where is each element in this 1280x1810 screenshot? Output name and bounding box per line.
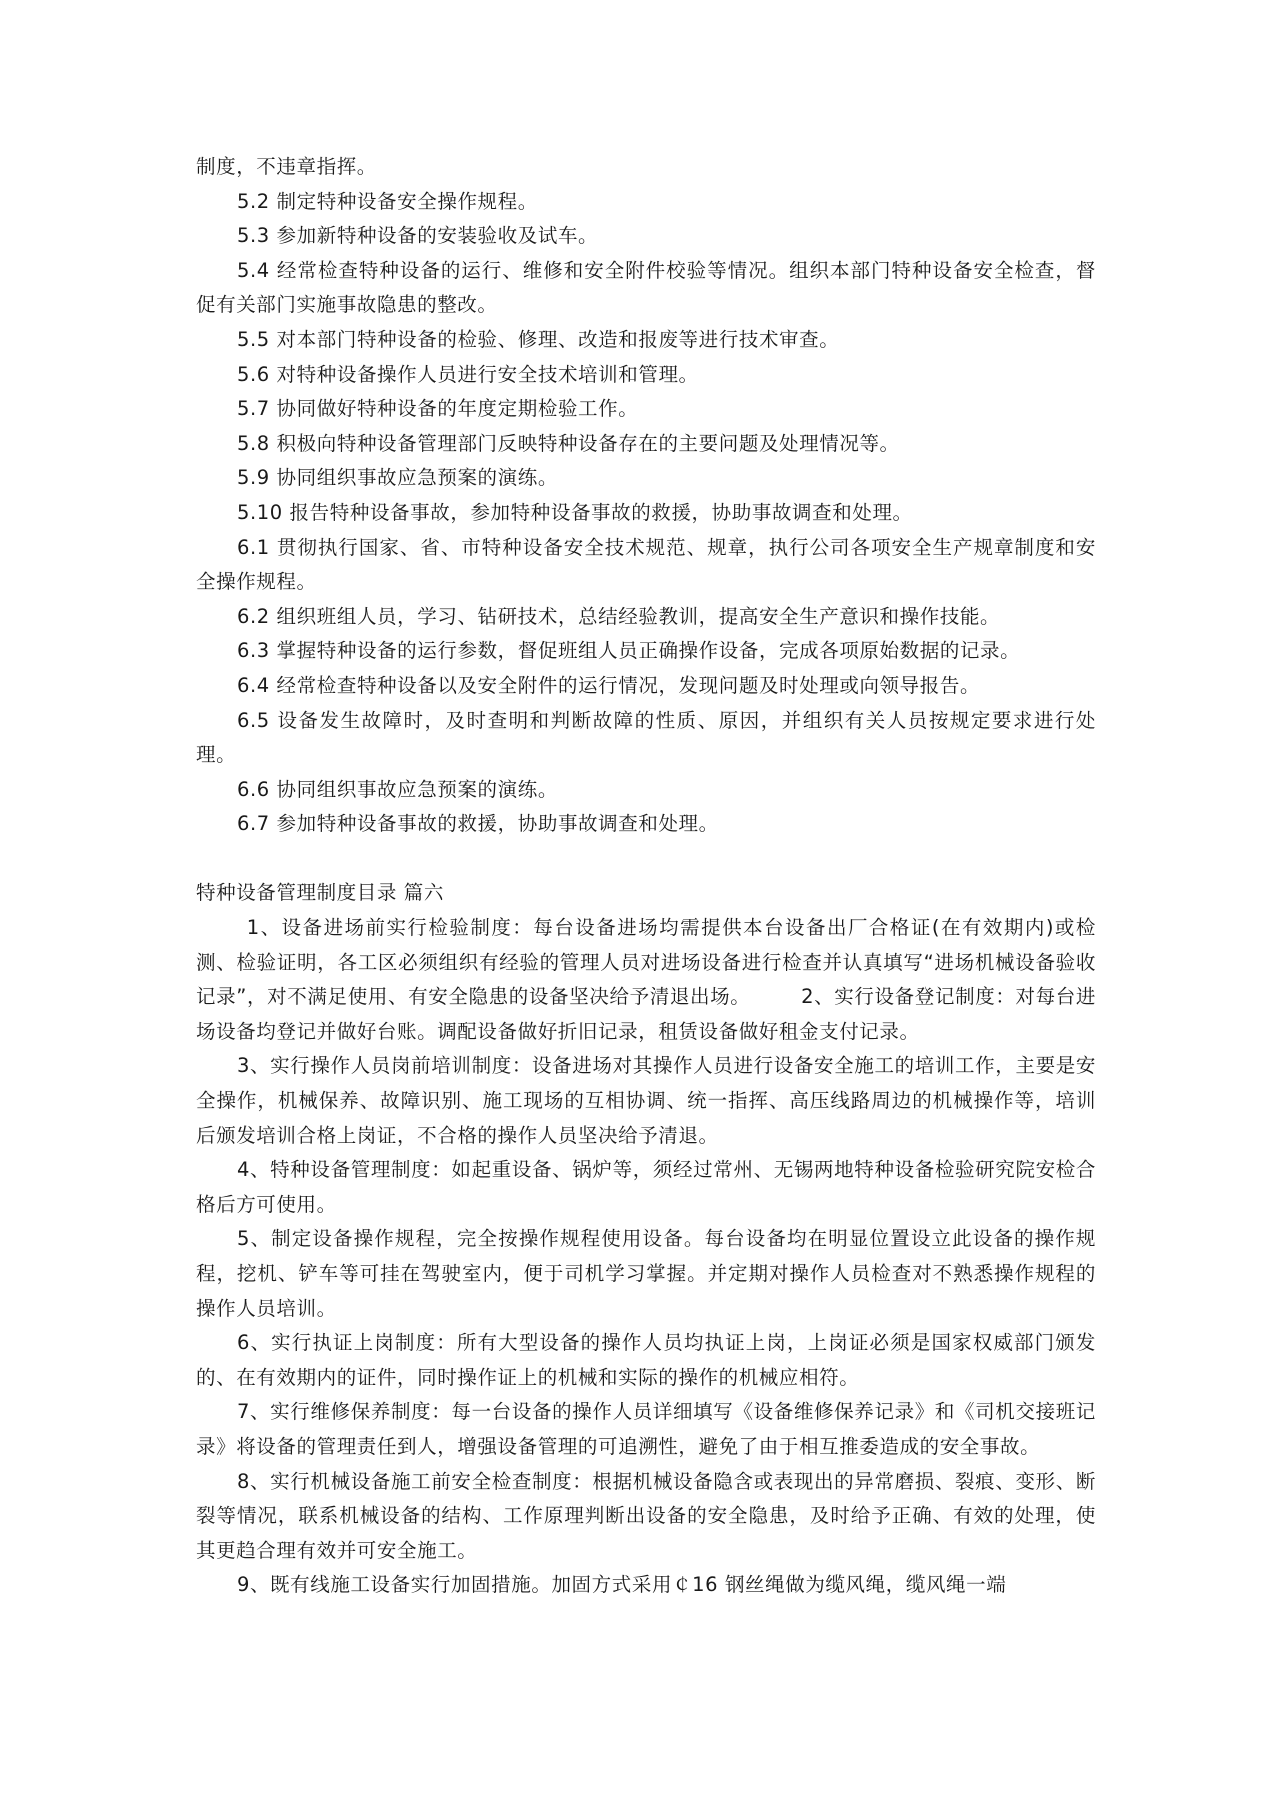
- part6-paragraph-7: 7、实行维修保养制度：每一台设备的操作人员详细填写《设备维修保养记录》和《司机交接班记录》将设备的管理责任到人，增强设备管理的可追溯性，避免了由于相互推委造成的安全事故。: [196, 1400, 1096, 1458]
- section6-item-6-5: 6.5 设备发生故障时，及时查明和判断故障的性质、原因，并组织有关人员按规定要求进行处理。: [196, 708, 1096, 767]
- part6-paragraph-5: 5、制定设备操作规程，完全按操作规程使用设备。每台设备均在明显位置设立此设备的操作规程，挖机、铲车等可挂在驾驶室内，便于司机学习掌握。并定期对操作人员检查对不熟悉操作规程的操作人员培训。: [196, 1227, 1096, 1320]
- section6-item-6-6: 6.6 协同组织事故应急预案的演练。: [236, 777, 558, 801]
- part6-paragraph-8: 8、实行机械设备施工前安全检查制度：根据机械设备隐含或表现出的异常磨损、裂痕、变形、断裂等情况，联系机械设备的结构、工作原理判断出设备的安全隐患，及时给予正确、有效的处理，使其更趋合理有效并可安全施工。: [196, 1469, 1096, 1562]
- section6-item-6-2: 6.2 组织班组人员，学习、钻研技术，总结经验教训，提高安全生产意识和操作技能。: [236, 604, 1001, 628]
- part6-paragraph-1-2: 1、设备进场前实行检验制度：每台设备进场均需提供本台设备出厂合格证(在有效期内)或检测、检验证明，各工区必须组织有经验的管理人员对进场设备进行检查并认真填写“进场机械设备验收记录”，对不满足使用、有安全隐患的设备坚决给予清退出场。 2、实行设备登记制度：对每台进场设备均登记并做好台账。调配设备做好折旧记录，租赁设备做好租金支付记录。: [196, 916, 1096, 1043]
- section6-item-6-7: 6.7 参加特种设备事故的救援，协助事故调查和处理。: [236, 812, 719, 836]
- section6-item-6-4: 6.4 经常检查特种设备以及安全附件的运行情况，发现问题及时处理或向领导报告。: [236, 673, 981, 697]
- section5-item-5-3: 5.3 参加新特种设备的安装验收及试车。: [236, 224, 599, 248]
- part6-paragraph-3: 3、实行操作人员岗前培训制度：设备进场对其操作人员进行设备安全施工的培训工作，主要是安全操作，机械保养、故障识别、施工现场的互相协调、统一指挥、高压线路周边的机械操作等，培训后颁发培训合格上岗证，不合格的操作人员坚决给予清退。: [196, 1054, 1096, 1147]
- section5-item-5-8: 5.8 积极向特种设备管理部门反映特种设备存在的主要问题及处理情况等。: [236, 431, 900, 455]
- part6-paragraph-9: 9、既有线施工设备实行加固措施。加固方式采用￠16 钢丝绳做为缆风绳，缆风绳一端: [236, 1573, 1007, 1597]
- section5-item-5-10: 5.10 报告特种设备事故，参加特种设备事故的救援，协助事故调查和处理。: [236, 500, 913, 524]
- section5-item-5-5: 5.5 对本部门特种设备的检验、修理、改造和报废等进行技术审查。: [236, 327, 840, 351]
- section6-item-6-3: 6.3 掌握特种设备的运行参数，督促班组人员正确操作设备，完成各项原始数据的记录。: [236, 639, 1021, 663]
- document-page: [196, 150, 1096, 1603]
- blank-line: [196, 842, 1096, 877]
- section5-item-5-6: 5.6 对特种设备操作人员进行安全技术培训和管理。: [236, 362, 699, 386]
- section5-lead: 制度，不违章指挥。: [196, 155, 377, 178]
- section5-item-5-4: 5.4 经常检查特种设备的运行、维修和安全附件校验等情况。组织本部门特种设备安全检查，督促有关部门实施事故隐患的整改。: [196, 258, 1096, 317]
- part6-paragraph-4: 4、特种设备管理制度：如起重设备、锅炉等，须经过常州、无锡两地特种设备检验研究院安检合格后方可使用。: [196, 1158, 1096, 1216]
- part6-heading: 特种设备管理制度目录 篇六: [196, 881, 444, 905]
- section5-item-5-2: 5.2 制定特种设备安全操作规程。: [236, 189, 538, 213]
- section5-item-5-7: 5.7 协同做好特种设备的年度定期检验工作。: [236, 397, 639, 421]
- section5-item-5-9: 5.9 协同组织事故应急预案的演练。: [236, 466, 558, 490]
- section6-item-6-1: 6.1 贯彻执行国家、省、市特种设备安全技术规范、规章，执行公司各项安全生产规章制度和安全操作规程。: [196, 535, 1096, 594]
- part6-paragraph-6: 6、实行执证上岗制度：所有大型设备的操作人员均执证上岗，上岗证必须是国家权威部门颁发的、在有效期内的证件，同时操作证上的机械和实际的操作的机械应相符。: [196, 1331, 1096, 1389]
